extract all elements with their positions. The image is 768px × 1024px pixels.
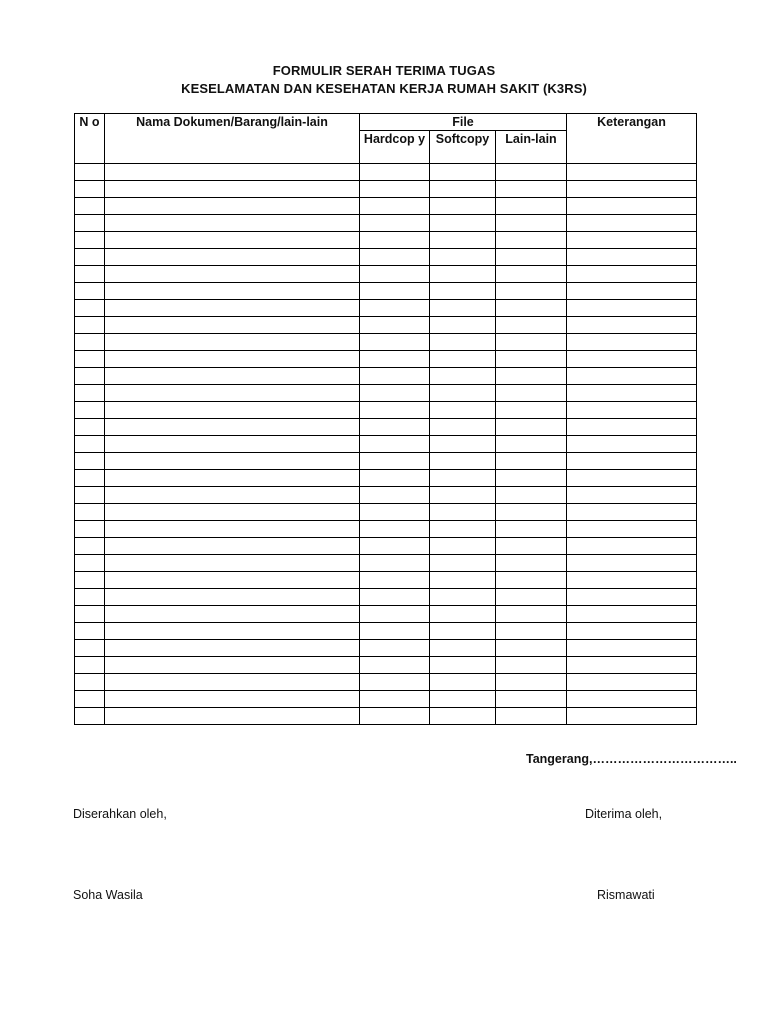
cell-hardcopy[interactable] — [360, 181, 430, 198]
cell-hardcopy[interactable] — [360, 487, 430, 504]
cell-nama[interactable] — [105, 351, 360, 368]
cell-lain-lain[interactable] — [496, 606, 567, 623]
cell-lain-lain[interactable] — [496, 181, 567, 198]
table-row — [75, 623, 697, 640]
cell-softcopy[interactable] — [430, 691, 496, 708]
cell-softcopy[interactable] — [430, 334, 496, 351]
cell-no[interactable] — [75, 640, 105, 657]
handed-by-name: Soha Wasila — [73, 888, 143, 902]
cell-lain-lain[interactable] — [496, 266, 567, 283]
cell-no[interactable] — [75, 538, 105, 555]
cell-softcopy[interactable] — [430, 317, 496, 334]
cell-hardcopy[interactable] — [360, 623, 430, 640]
cell-softcopy[interactable] — [430, 198, 496, 215]
cell-keterangan[interactable] — [567, 164, 697, 181]
table-row — [75, 181, 697, 198]
table-row — [75, 249, 697, 266]
table-row — [75, 606, 697, 623]
header-nama-dokumen: Nama Dokumen/Barang/lain-lain — [105, 114, 360, 164]
cell-no[interactable] — [75, 521, 105, 538]
cell-hardcopy[interactable] — [360, 538, 430, 555]
table-row — [75, 555, 697, 572]
cell-softcopy[interactable] — [430, 249, 496, 266]
table-row — [75, 521, 697, 538]
cell-lain-lain[interactable] — [496, 283, 567, 300]
cell-softcopy[interactable] — [430, 555, 496, 572]
cell-nama[interactable] — [105, 555, 360, 572]
cell-lain-lain[interactable] — [496, 232, 567, 249]
cell-hardcopy[interactable] — [360, 606, 430, 623]
cell-keterangan[interactable] — [567, 215, 697, 232]
table-row — [75, 283, 697, 300]
cell-lain-lain[interactable] — [496, 402, 567, 419]
cell-hardcopy[interactable] — [360, 266, 430, 283]
header-no: N o — [75, 114, 105, 164]
cell-softcopy[interactable] — [430, 657, 496, 674]
cell-keterangan[interactable] — [567, 691, 697, 708]
cell-no[interactable] — [75, 402, 105, 419]
cell-hardcopy[interactable] — [360, 470, 430, 487]
cell-lain-lain[interactable] — [496, 691, 567, 708]
cell-lain-lain[interactable] — [496, 300, 567, 317]
cell-nama[interactable] — [105, 317, 360, 334]
cell-lain-lain[interactable] — [496, 674, 567, 691]
cell-nama[interactable] — [105, 521, 360, 538]
cell-no[interactable] — [75, 606, 105, 623]
cell-no[interactable] — [75, 232, 105, 249]
cell-hardcopy[interactable] — [360, 249, 430, 266]
cell-softcopy[interactable] — [430, 232, 496, 249]
cell-nama[interactable] — [105, 198, 360, 215]
cell-nama[interactable] — [105, 283, 360, 300]
cell-keterangan[interactable] — [567, 606, 697, 623]
cell-keterangan[interactable] — [567, 402, 697, 419]
cell-softcopy[interactable] — [430, 436, 496, 453]
cell-nama[interactable] — [105, 470, 360, 487]
cell-no[interactable] — [75, 317, 105, 334]
table-row — [75, 419, 697, 436]
cell-no[interactable] — [75, 419, 105, 436]
cell-lain-lain[interactable] — [496, 164, 567, 181]
cell-hardcopy[interactable] — [360, 572, 430, 589]
cell-keterangan[interactable] — [567, 198, 697, 215]
cell-no[interactable] — [75, 674, 105, 691]
cell-no[interactable] — [75, 181, 105, 198]
cell-softcopy[interactable] — [430, 181, 496, 198]
cell-keterangan[interactable] — [567, 572, 697, 589]
cell-nama[interactable] — [105, 181, 360, 198]
cell-lain-lain[interactable] — [496, 657, 567, 674]
cell-hardcopy[interactable] — [360, 300, 430, 317]
cell-keterangan[interactable] — [567, 538, 697, 555]
cell-nama[interactable] — [105, 266, 360, 283]
cell-keterangan[interactable] — [567, 708, 697, 725]
cell-no[interactable] — [75, 555, 105, 572]
table-row — [75, 708, 697, 725]
cell-softcopy[interactable] — [430, 572, 496, 589]
cell-hardcopy[interactable] — [360, 708, 430, 725]
cell-lain-lain[interactable] — [496, 198, 567, 215]
cell-nama[interactable] — [105, 402, 360, 419]
cell-keterangan[interactable] — [567, 283, 697, 300]
table-row — [75, 538, 697, 555]
table-row — [75, 640, 697, 657]
cell-keterangan[interactable] — [567, 504, 697, 521]
cell-lain-lain[interactable] — [496, 470, 567, 487]
table-row — [75, 232, 697, 249]
cell-no[interactable] — [75, 283, 105, 300]
table-row — [75, 674, 697, 691]
cell-nama[interactable] — [105, 164, 360, 181]
cell-nama[interactable] — [105, 589, 360, 606]
handover-table — [74, 113, 697, 725]
cell-nama[interactable] — [105, 232, 360, 249]
cell-softcopy[interactable] — [430, 402, 496, 419]
received-by-name: Rismawati — [597, 888, 655, 902]
cell-softcopy[interactable] — [430, 708, 496, 725]
cell-keterangan[interactable] — [567, 436, 697, 453]
cell-lain-lain[interactable] — [496, 334, 567, 351]
cell-no[interactable] — [75, 487, 105, 504]
cell-softcopy[interactable] — [430, 487, 496, 504]
cell-hardcopy[interactable] — [360, 215, 430, 232]
form-subtitle: KESELAMATAN DAN KESEHATAN KERJA RUMAH SAKIT (K3RS) — [181, 81, 587, 96]
table-body — [75, 164, 697, 725]
place-date: Tangerang,…………………………….. — [526, 752, 737, 766]
cell-nama[interactable] — [105, 504, 360, 521]
cell-keterangan[interactable] — [567, 487, 697, 504]
table-row — [75, 368, 697, 385]
cell-nama[interactable] — [105, 708, 360, 725]
cell-keterangan[interactable] — [567, 351, 697, 368]
cell-softcopy[interactable] — [430, 538, 496, 555]
cell-hardcopy[interactable] — [360, 334, 430, 351]
cell-lain-lain[interactable] — [496, 436, 567, 453]
cell-lain-lain[interactable] — [496, 538, 567, 555]
cell-nama[interactable] — [105, 538, 360, 555]
cell-nama[interactable] — [105, 674, 360, 691]
cell-lain-lain[interactable] — [496, 317, 567, 334]
cell-nama[interactable] — [105, 453, 360, 470]
cell-no[interactable] — [75, 266, 105, 283]
cell-hardcopy[interactable] — [360, 589, 430, 606]
cell-no[interactable] — [75, 368, 105, 385]
table-row — [75, 402, 697, 419]
cell-hardcopy[interactable] — [360, 402, 430, 419]
cell-lain-lain[interactable] — [496, 640, 567, 657]
cell-lain-lain[interactable] — [496, 487, 567, 504]
cell-no[interactable] — [75, 708, 105, 725]
header-file: File — [360, 114, 567, 131]
cell-keterangan[interactable] — [567, 385, 697, 402]
cell-softcopy[interactable] — [430, 300, 496, 317]
cell-lain-lain[interactable] — [496, 504, 567, 521]
cell-keterangan[interactable] — [567, 232, 697, 249]
cell-no[interactable] — [75, 198, 105, 215]
cell-nama[interactable] — [105, 623, 360, 640]
cell-softcopy[interactable] — [430, 623, 496, 640]
cell-keterangan[interactable] — [567, 317, 697, 334]
table-row — [75, 266, 697, 283]
table-row — [75, 164, 697, 181]
cell-keterangan[interactable] — [567, 589, 697, 606]
cell-hardcopy[interactable] — [360, 368, 430, 385]
cell-lain-lain[interactable] — [496, 351, 567, 368]
table-row — [75, 385, 697, 402]
cell-keterangan[interactable] — [567, 181, 697, 198]
cell-softcopy[interactable] — [430, 606, 496, 623]
cell-no[interactable] — [75, 385, 105, 402]
cell-no[interactable] — [75, 691, 105, 708]
cell-no[interactable] — [75, 623, 105, 640]
cell-nama[interactable] — [105, 419, 360, 436]
cell-hardcopy[interactable] — [360, 657, 430, 674]
cell-lain-lain[interactable] — [496, 249, 567, 266]
cell-keterangan[interactable] — [567, 521, 697, 538]
cell-softcopy[interactable] — [430, 504, 496, 521]
table-row — [75, 691, 697, 708]
cell-nama[interactable] — [105, 606, 360, 623]
cell-nama[interactable] — [105, 334, 360, 351]
cell-hardcopy[interactable] — [360, 198, 430, 215]
cell-hardcopy[interactable] — [360, 640, 430, 657]
cell-softcopy[interactable] — [430, 164, 496, 181]
cell-hardcopy[interactable] — [360, 691, 430, 708]
table-row — [75, 317, 697, 334]
cell-nama[interactable] — [105, 385, 360, 402]
table-row — [75, 351, 697, 368]
cell-lain-lain[interactable] — [496, 555, 567, 572]
cell-no[interactable] — [75, 164, 105, 181]
cell-softcopy[interactable] — [430, 521, 496, 538]
cell-keterangan[interactable] — [567, 368, 697, 385]
cell-hardcopy[interactable] — [360, 504, 430, 521]
cell-nama[interactable] — [105, 487, 360, 504]
cell-no[interactable] — [75, 215, 105, 232]
cell-hardcopy[interactable] — [360, 283, 430, 300]
header-softcopy: Softcopy — [430, 131, 496, 164]
cell-no[interactable] — [75, 572, 105, 589]
cell-nama[interactable] — [105, 368, 360, 385]
cell-keterangan[interactable] — [567, 300, 697, 317]
cell-softcopy[interactable] — [430, 215, 496, 232]
table-row — [75, 300, 697, 317]
cell-nama[interactable] — [105, 436, 360, 453]
cell-nama[interactable] — [105, 215, 360, 232]
cell-softcopy[interactable] — [430, 674, 496, 691]
table-row — [75, 436, 697, 453]
cell-no[interactable] — [75, 249, 105, 266]
cell-no[interactable] — [75, 504, 105, 521]
cell-hardcopy[interactable] — [360, 521, 430, 538]
cell-hardcopy[interactable] — [360, 555, 430, 572]
cell-hardcopy[interactable] — [360, 436, 430, 453]
cell-keterangan[interactable] — [567, 334, 697, 351]
cell-hardcopy[interactable] — [360, 674, 430, 691]
handed-by-label: Diserahkan oleh, — [73, 807, 167, 821]
table-row — [75, 572, 697, 589]
cell-hardcopy[interactable] — [360, 317, 430, 334]
cell-no[interactable] — [75, 300, 105, 317]
cell-keterangan[interactable] — [567, 249, 697, 266]
cell-lain-lain[interactable] — [496, 708, 567, 725]
table-row — [75, 470, 697, 487]
cell-hardcopy[interactable] — [360, 419, 430, 436]
cell-lain-lain[interactable] — [496, 572, 567, 589]
cell-no[interactable] — [75, 436, 105, 453]
cell-keterangan[interactable] — [567, 470, 697, 487]
cell-softcopy[interactable] — [430, 419, 496, 436]
table-row — [75, 453, 697, 470]
cell-keterangan[interactable] — [567, 623, 697, 640]
cell-no[interactable] — [75, 351, 105, 368]
table-row — [75, 657, 697, 674]
cell-no[interactable] — [75, 657, 105, 674]
cell-nama[interactable] — [105, 640, 360, 657]
cell-no[interactable] — [75, 470, 105, 487]
cell-hardcopy[interactable] — [360, 351, 430, 368]
cell-hardcopy[interactable] — [360, 453, 430, 470]
cell-lain-lain[interactable] — [496, 385, 567, 402]
cell-no[interactable] — [75, 589, 105, 606]
cell-keterangan[interactable] — [567, 674, 697, 691]
cell-hardcopy[interactable] — [360, 164, 430, 181]
table-row — [75, 504, 697, 521]
cell-keterangan[interactable] — [567, 453, 697, 470]
cell-softcopy[interactable] — [430, 385, 496, 402]
cell-nama[interactable] — [105, 691, 360, 708]
cell-keterangan[interactable] — [567, 657, 697, 674]
cell-lain-lain[interactable] — [496, 453, 567, 470]
cell-lain-lain[interactable] — [496, 215, 567, 232]
header-lain-lain: Lain-lain — [496, 131, 567, 164]
cell-keterangan[interactable] — [567, 419, 697, 436]
cell-nama[interactable] — [105, 249, 360, 266]
cell-lain-lain[interactable] — [496, 368, 567, 385]
cell-hardcopy[interactable] — [360, 232, 430, 249]
table-row — [75, 487, 697, 504]
cell-nama[interactable] — [105, 300, 360, 317]
cell-keterangan[interactable] — [567, 555, 697, 572]
header-hardcopy: Hardcop y — [360, 131, 430, 164]
table-row — [75, 215, 697, 232]
cell-softcopy[interactable] — [430, 640, 496, 657]
cell-nama[interactable] — [105, 572, 360, 589]
cell-lain-lain[interactable] — [496, 419, 567, 436]
cell-nama[interactable] — [105, 657, 360, 674]
cell-lain-lain[interactable] — [496, 589, 567, 606]
cell-softcopy[interactable] — [430, 589, 496, 606]
table-row — [75, 198, 697, 215]
cell-softcopy[interactable] — [430, 266, 496, 283]
cell-keterangan[interactable] — [567, 640, 697, 657]
header-keterangan: Keterangan — [567, 114, 697, 164]
cell-softcopy[interactable] — [430, 453, 496, 470]
cell-softcopy[interactable] — [430, 283, 496, 300]
cell-softcopy[interactable] — [430, 368, 496, 385]
table-row — [75, 334, 697, 351]
cell-no[interactable] — [75, 453, 105, 470]
cell-softcopy[interactable] — [430, 470, 496, 487]
cell-keterangan[interactable] — [567, 266, 697, 283]
cell-lain-lain[interactable] — [496, 623, 567, 640]
cell-softcopy[interactable] — [430, 351, 496, 368]
form-title: FORMULIR SERAH TERIMA TUGAS — [272, 63, 496, 78]
received-by-label: Diterima oleh, — [585, 807, 663, 821]
cell-no[interactable] — [75, 334, 105, 351]
cell-hardcopy[interactable] — [360, 385, 430, 402]
cell-lain-lain[interactable] — [496, 521, 567, 538]
table-row — [75, 589, 697, 606]
